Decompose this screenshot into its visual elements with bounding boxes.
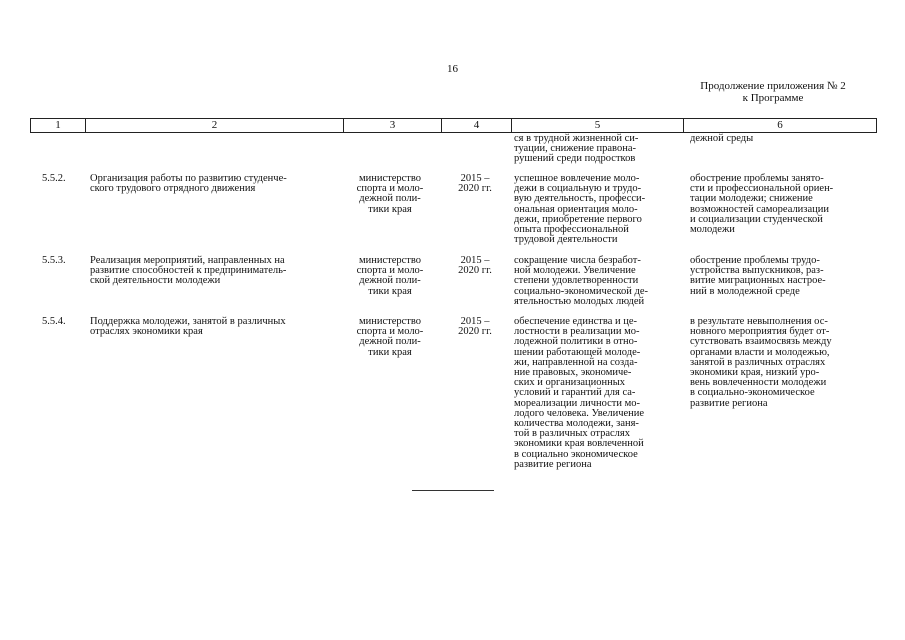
text-line: возможностей самореализации [690,203,829,215]
text-line: ятельностью молодых людей [514,295,645,307]
text-line: дежи в социальную и трудо- [514,183,642,195]
row-title [90,256,340,287]
text-line: сутствовать взаимосвязь между [690,336,832,348]
text-line: Реализация мероприятий, направленных на [90,255,285,266]
text-line: сти и профессиональной ориен- [690,183,834,195]
text-line: ние правовых, экономиче- [514,367,632,379]
text-line: новного мероприятия будет от- [690,326,830,338]
column-header-6: 6 [684,119,877,133]
carry-over-result [514,134,684,165]
text-line: молодежи [690,224,735,236]
column-header-row [30,118,877,133]
text-line: ского трудового отрядного движения [90,183,256,195]
text-line: туации, снижение правона- [514,143,636,155]
row-executor [345,174,435,215]
text-line: тики края [368,203,412,215]
text-line: лодого человека. Увеличение [514,407,645,419]
text-line: жи, направленной на созда- [514,356,638,368]
text-line: экономики края вовлеченной [514,438,644,450]
text-line: дежной поли- [359,336,421,348]
text-line: витие миграционных настрое- [690,275,826,287]
text-line: 2015 – [460,173,490,184]
text-line: 2015 – [460,255,490,266]
text-line: министерство [358,173,422,184]
text-line: лостности в реализации мо- [514,326,640,338]
column-header-1: 1 [31,119,86,133]
text-line: спорта и моло- [356,265,424,277]
text-line: рушений среди подростков [514,153,636,165]
continuation-line: Продолжение приложения № 2 [700,80,846,92]
end-rule [412,490,494,491]
row-number: 5.5.2. [42,173,66,184]
text-line: тики края [368,346,412,358]
text-line: Поддержка молодежи, занятой в различных [90,316,286,327]
row-consequence [690,174,870,235]
text-line: дежной поли- [359,275,421,287]
row-number: 5.5.4. [42,316,66,327]
text-line: экономики края, низкий уро- [690,367,820,379]
text-line: занятой в различных отраслях [690,356,826,368]
text-line: ских и организационных [514,377,626,389]
text-line: той в различных отраслях [514,428,630,440]
row-result [514,317,684,470]
text-line: 2020 гг. [458,326,492,338]
text-line: обеспечение единства и це- [514,316,637,327]
row-consequence [690,256,870,297]
row-period [444,317,506,337]
text-line: дежной поли- [359,193,421,205]
continuation-note [673,80,873,104]
text-line: тации молодежи; снижение [690,193,813,205]
text-line: дежи, приобретение первого [514,213,642,225]
text-line: ний в молодежной среде [690,285,800,297]
continuation-line: к Программе [742,92,804,104]
row-executor [345,256,435,297]
text-line: 2015 – [460,316,490,327]
text-line: лодежной политики в отно- [514,336,638,348]
text-line: обострение проблемы занято- [690,173,824,184]
text-line: в результате невыполнения ос- [690,316,828,327]
text-line: отраслях экономики края [90,326,203,338]
carry-over-consequence [690,134,870,144]
text-line: мореализации личности мо- [514,397,640,409]
text-line: опыта профессиональной [514,224,629,236]
text-line: тики края [368,285,412,297]
column-header-4: 4 [442,119,512,133]
row-number: 5.5.3. [42,255,66,266]
text-line: спорта и моло- [356,326,424,338]
text-line: сокращение числа безработ- [514,255,641,266]
text-line: министерство [358,316,422,327]
text-line: шении работающей молоде- [514,346,641,358]
text-line: 2020 гг. [458,265,492,277]
text-line: спорта и моло- [356,183,424,195]
text-line: Организация работы по развитию студенче- [90,173,287,184]
text-line: 2020 гг. [458,183,492,195]
text-line: министерство [358,255,422,266]
text-line: успешное вовлечение моло- [514,173,640,184]
row-result [514,256,684,307]
column-header-3: 3 [344,119,442,133]
row-title [90,174,340,194]
text-line: развитие способностей к предприниматель- [90,265,287,277]
text-line: развитие региона [514,458,592,470]
text-line: количества молодежи, заня- [514,418,639,430]
page-number: 16 [447,63,458,75]
row-consequence [690,317,870,409]
row-period [444,256,506,276]
text-line: социально-экономической де- [514,285,648,297]
text-line: ональная ориентация моло- [514,203,638,215]
text-line: и социализации студенческой [690,213,823,225]
text-line: степени удовлетворенности [514,275,639,287]
text-line: вень вовлеченности молодежи [690,377,827,389]
row-title [90,317,340,337]
text-line: трудовой деятельности [514,234,618,246]
row-executor [345,317,435,358]
text-line: в социально-экономическое [690,387,815,399]
text-line: условий и гарантий для са- [514,387,636,399]
row-result [514,174,684,245]
text-line: развитие региона [690,397,768,409]
text-line: ся в трудной жизненной си- [514,133,639,144]
text-line: органами власти и молодежью, [690,346,830,358]
text-line: ской деятельности молодежи [90,275,221,287]
column-header-2: 2 [86,119,344,133]
text-line: ной молодежи. Увеличение [514,265,636,277]
text-line: обострение проблемы трудо- [690,255,820,266]
text-line: вую деятельность, професси- [514,193,646,205]
text-line: дежной среды [690,133,754,144]
text-line: устройства выпускников, раз- [690,265,824,277]
row-period [444,174,506,194]
text-line: в социально экономическое [514,448,638,460]
column-header-5: 5 [512,119,684,133]
